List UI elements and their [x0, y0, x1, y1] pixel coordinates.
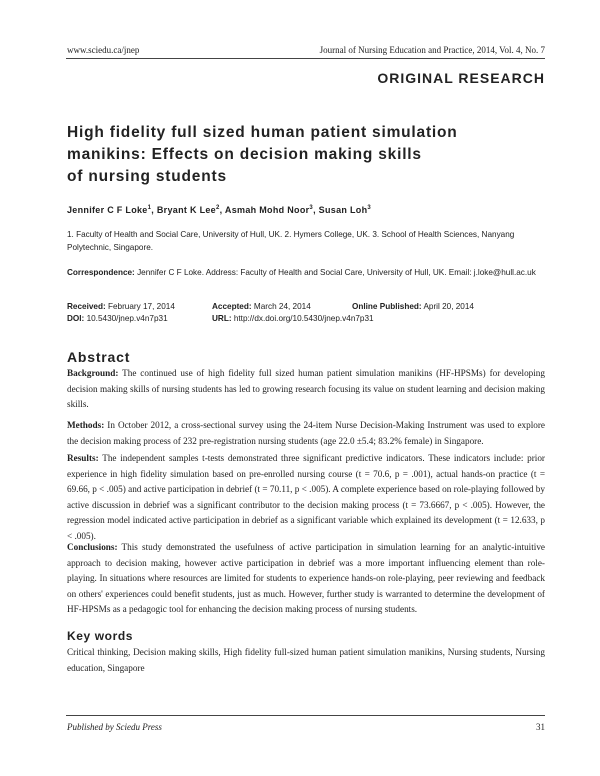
correspondence-label: Correspondence:	[67, 268, 135, 277]
doi-value[interactable]: 10.5430/jnep.v4n7p31	[86, 314, 168, 323]
received-date	[67, 302, 175, 311]
header-journal-info: Journal of Nursing Education and Practice, 2014, Vol. 4, No. 7	[319, 45, 545, 55]
author-name: Bryant K Lee	[156, 205, 216, 215]
url	[212, 314, 374, 323]
accepted-value: March 24, 2014	[253, 302, 311, 311]
page-number: 31	[536, 722, 545, 732]
author-affil-sup: 2	[216, 205, 220, 211]
abstract-heading: Abstract	[67, 349, 131, 365]
doi	[67, 314, 168, 323]
keywords-text: Critical thinking, Decision making skills, High fidelity full-sized human patient simulation manikins, Nursing students, Nursing education, Singapore	[67, 647, 545, 673]
abstract-background	[67, 366, 545, 413]
methods-label: Methods:	[67, 420, 105, 430]
accepted-label: Accepted:	[212, 302, 252, 311]
author-name: Susan Loh	[318, 205, 368, 215]
published-value: April 20, 2014	[423, 302, 474, 311]
published-label: Online Published:	[352, 302, 422, 311]
header-rule	[66, 58, 545, 59]
received-value: February 17, 2014	[107, 302, 175, 311]
header-website[interactable]: www.sciedu.ca/jnep	[67, 45, 140, 55]
title-line-1: High fidelity full sized human patient simulation	[67, 124, 458, 141]
author-name: Jennifer C F Loke	[67, 205, 148, 215]
conclusions-label: Conclusions:	[67, 542, 118, 552]
background-label: Background:	[67, 368, 119, 378]
correspondence	[67, 267, 547, 280]
url-link[interactable]: http://dx.doi.org/10.5430/jnep.v4n7p31	[233, 314, 374, 323]
correspondence-text[interactable]: Jennifer C F Loke. Address: Faculty of Health and Social Care, University of Hull, UK. Email: j.loke@hull.ac.uk	[137, 268, 536, 277]
affiliations: 1. Faculty of Health and Social Care, University of Hull, UK. 2. Hymers College, UK. 3. School of Health Sciences, Nanyang Polytechnic, Singapore.	[67, 230, 515, 252]
author-list: Jennifer C F Loke$^1$, Bryant K Lee$^2$, Asmah Mohd Noor$^3$, Susan Loh$^3$	[67, 205, 372, 215]
abstract-results	[67, 451, 545, 544]
results-text: The independent samples t-tests demonstrated three significant predictive indicators. These indicators include: prior experience in high fidelity simulation based on pre-enrolled nursing course (t = 70.6, p = .001), actual hands-on practice (t = 69.66, p < .005) and active participation in debrief (t = 70.11, p < .005). A complete experience based on role-playing followed by active discussion in debrief was a significant contributor to the decision making process (t = 73.6667, p < .005). However, the regression model indicated active participation in debrief as a significant variable which explained its development (t = 12.633, p < .005).	[67, 453, 545, 541]
conclusions-text: This study demonstrated the usefulness of active participation in simulation learning for an analytic-intuitive approach to decision making, however active participation in debrief was a more important influencing element than role-playing. In situations where resources are limited for students to experience hands-on role-playing, peer reviewing and feedback on others' experiences could benefit students, just as much. However, further study is warranted to determine the development of HF-HPSMs as a pedagogic tool for enhancing the decision making process of nursing students.	[67, 542, 545, 614]
published-date	[352, 302, 474, 311]
methods-text: In October 2012, a cross-sectional survey using the 24-item Nurse Decision-Making Instrument was used to explore the decision making process of 232 pre-registration nursing students (age 22.0 ±5.4; 83.2% female) in Singapore.	[67, 420, 546, 446]
doi-label: DOI:	[67, 314, 85, 323]
keywords-heading: Key words	[67, 629, 134, 643]
url-label: URL:	[212, 314, 232, 323]
title-line-3: of nursing students	[67, 168, 227, 185]
title-line-2: manikins: Effects on decision making skills	[67, 146, 422, 163]
section-label: ORIGINAL RESEARCH	[377, 70, 545, 86]
background-text: The continued use of high fidelity full sized human patient simulation manikins (HF-HPSMs) for developing decision making skills of nursing students has led to growing research focusing its value on student learning and decision making skills.	[67, 368, 545, 409]
author-affil-sup: 1	[147, 205, 152, 211]
author-name: Asmah Mohd Noor	[224, 205, 310, 215]
article-title	[67, 122, 547, 188]
abstract-conclusions	[67, 540, 545, 618]
footer-rule	[66, 715, 545, 716]
author-affil-sup: 3	[367, 205, 372, 211]
footer-publisher: Published by Sciedu Press	[67, 722, 162, 732]
author-affil-sup: 3	[309, 205, 314, 211]
abstract-methods	[67, 418, 545, 449]
received-label: Received:	[67, 302, 106, 311]
accepted-date	[212, 302, 311, 311]
results-label: Results:	[67, 453, 99, 463]
